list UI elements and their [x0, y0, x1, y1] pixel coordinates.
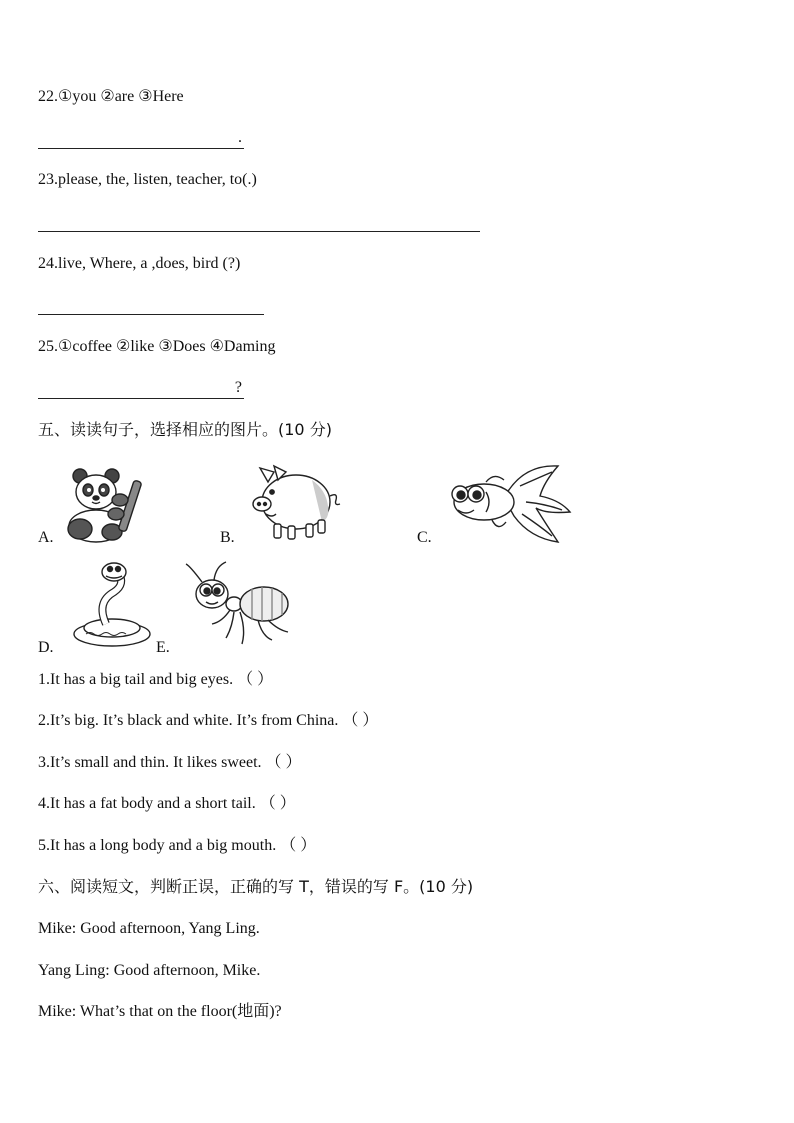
question-22: 22.①you ②are ③Here — [38, 88, 184, 105]
question-25: 25.①coffee ②like ③Does ④Daming — [38, 338, 276, 355]
question-23: 23.please, the, listen, teacher, to(.) — [38, 171, 257, 188]
answer-line-22[interactable] — [38, 126, 244, 149]
dialogue-line: Yang Ling: Good afternoon, Mike. — [38, 962, 261, 979]
s5-question-3: 3.It’s small and thin. It likes sweet. （ ） — [38, 754, 302, 771]
answer-paren[interactable]: （ ） — [259, 795, 296, 812]
answer-paren[interactable]: （ ） — [237, 671, 274, 688]
answer-line-24[interactable] — [38, 292, 264, 315]
answer-end-punct: ? — [234, 379, 242, 396]
answer-line-23[interactable] — [38, 209, 480, 232]
answer-line-25[interactable] — [38, 376, 244, 399]
option-a-label: A. — [38, 529, 54, 546]
s5-question-1: 1.It has a big tail and big eyes. （ ） — [38, 671, 274, 688]
ant-icon — [182, 560, 294, 646]
answer-paren[interactable]: （ ） — [280, 837, 317, 854]
question-24: 24.live, Where, a ,does, bird (?) — [38, 255, 241, 272]
section-5-title: 五、读读句子，选择相应的图片。(10 分) — [38, 420, 332, 439]
option-b-label: B. — [220, 529, 235, 546]
answer-paren[interactable]: （ ） — [342, 712, 379, 729]
dialogue-line: Mike: Good afternoon, Yang Ling. — [38, 920, 260, 937]
option-c-label: C. — [417, 529, 432, 546]
pig-icon — [246, 460, 342, 542]
snake-icon — [66, 562, 156, 650]
answer-end-punct: . — [238, 129, 242, 146]
s5-question-4: 4.It has a fat body and a short tail. （ ） — [38, 795, 296, 812]
goldfish-icon — [442, 462, 572, 546]
panda-icon — [62, 466, 146, 546]
option-e-label: E. — [156, 639, 170, 656]
answer-paren[interactable]: （ ） — [265, 754, 302, 771]
dialogue-line: Mike: What’s that on the floor(地面)? — [38, 1003, 282, 1020]
s5-question-5: 5.It has a long body and a big mouth. （ ） — [38, 837, 317, 854]
section-6-title: 六、阅读短文，判断正误，正确的写 T，错误的写 F。(10 分) — [38, 877, 474, 896]
option-d-label: D. — [38, 639, 54, 656]
s5-question-2: 2.It’s big. It’s black and white. It’s from China. （ ） — [38, 712, 379, 729]
